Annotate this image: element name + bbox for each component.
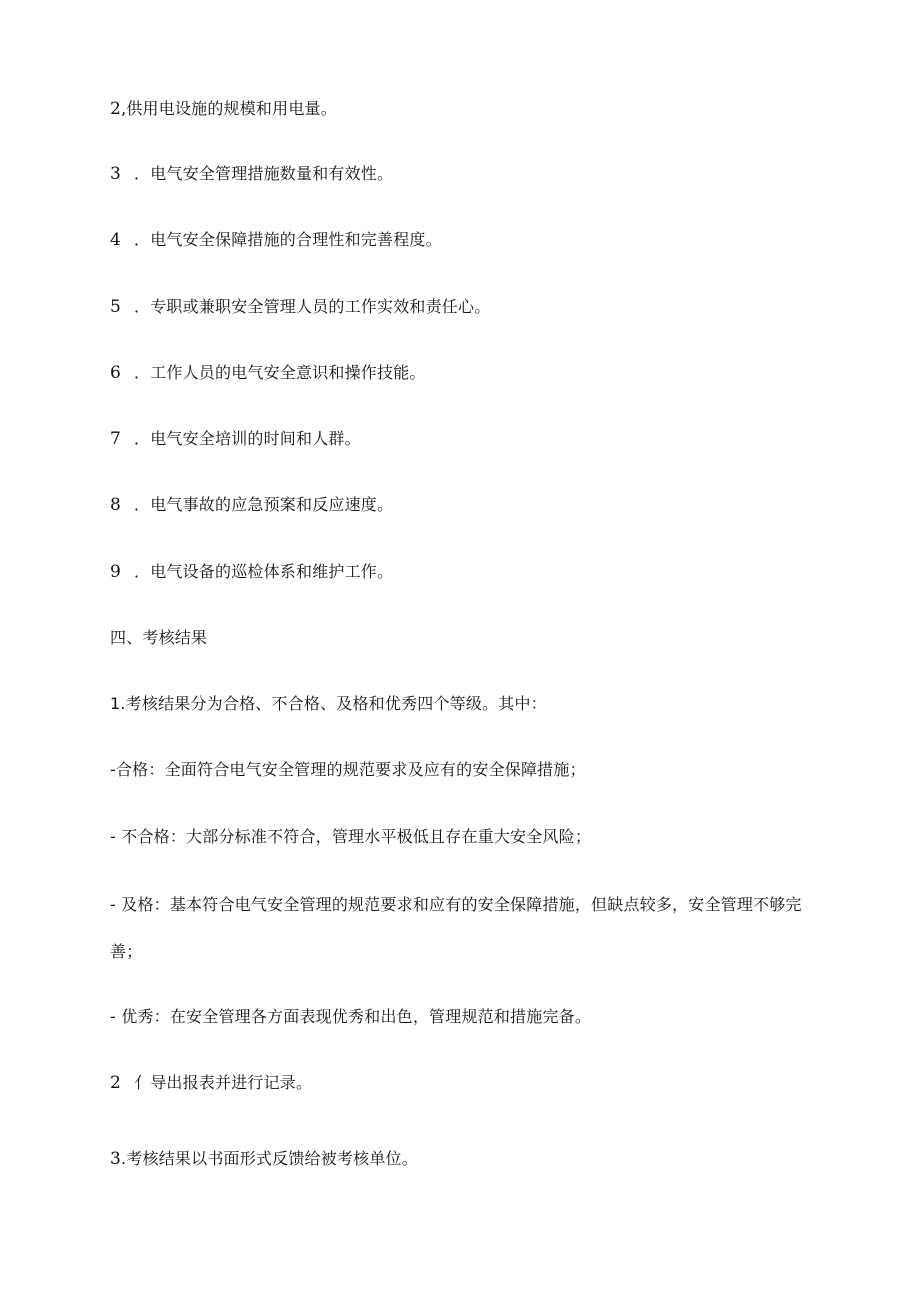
item-number: 5 [110, 297, 122, 317]
grade-excellent: - 优秀：在安全管理各方面表现优秀和出色，管理规范和措施完备。 [110, 1007, 592, 1026]
item-number: 2 [110, 1073, 122, 1093]
list-item [110, 428, 361, 450]
result-intro: 1.考核结果分为合格、不合格、及格和优秀四个等级。其中： [110, 694, 547, 713]
item-text: .考核结果以书面形式反馈给被考核单位。 [121, 1149, 418, 1168]
item-text: ．电气设备的巡检体系和维护工作。 [134, 562, 394, 581]
grade-fail: - 不合格：大部分标准不符合，管理水平极低且存在重大安全风险； [110, 827, 592, 846]
item-number: 8 [110, 495, 122, 515]
result-item-3 [110, 1148, 418, 1170]
list-item [110, 494, 393, 516]
item-text: ．电气安全培训的时间和人群。 [134, 429, 361, 448]
grade-pass: -合格：全面符合电气安全管理的规范要求及应有的安全保障措施； [110, 760, 586, 779]
item-number: 2 [110, 99, 122, 119]
list-item [110, 561, 393, 583]
item-number: 3 [110, 164, 122, 184]
grade-basic: - 及格：基本符合电气安全管理的规范要求和应有的安全保障措施，但缺点较多，安全管理不够完善； [110, 895, 802, 961]
item-number: 7 [110, 429, 122, 449]
list-item [110, 296, 490, 318]
list-item [110, 98, 337, 120]
section-heading: 四、考核结果 [110, 628, 208, 647]
item-text: 亻导出报表并进行记录。 [134, 1073, 313, 1092]
list-item [110, 229, 442, 251]
item-text: ,供用电设施的规模和用电量。 [121, 99, 337, 118]
item-text: ．电气事故的应急预案和反应速度。 [134, 495, 394, 514]
list-item [110, 163, 393, 185]
result-item-2 [110, 1072, 312, 1094]
item-number: 4 [110, 230, 122, 250]
item-number: 9 [110, 562, 122, 582]
item-number: 6 [110, 363, 122, 383]
item-text: ．电气安全管理措施数量和有效性。 [134, 164, 394, 183]
item-text: ．工作人员的电气安全意识和操作技能。 [134, 363, 426, 382]
list-item [110, 362, 426, 384]
item-text: ．电气安全保障措施的合理性和完善程度。 [134, 230, 442, 249]
item-text: ．专职或兼职安全管理人员的工作实效和责任心。 [134, 297, 491, 316]
item-number: 3 [110, 1149, 122, 1169]
